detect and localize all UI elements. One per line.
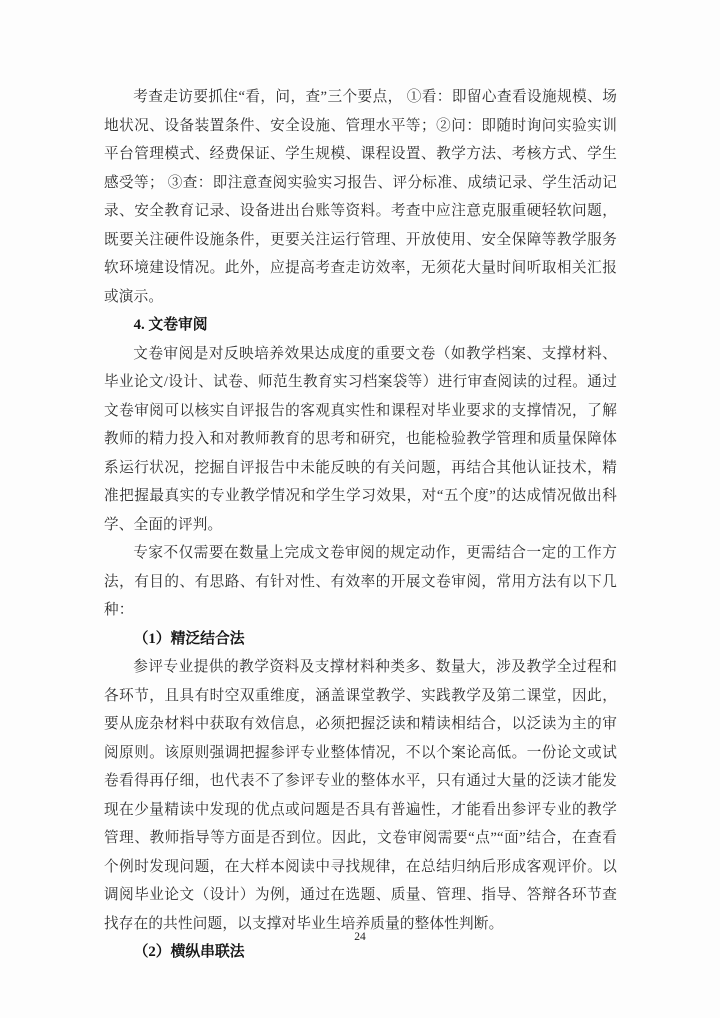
page-number: 24 (354, 931, 366, 943)
page-content (104, 83, 617, 967)
paragraph-method-1-detail: 参评专业提供的教学资料及支撑材料种类多、数量大，涉及教学全过程和各环节，且具有时空双重维度，涵盖课堂教学、实践教学及第二课堂，因此，要从庞杂材料中获取有效信息，必须把握泛读和精读相结合，以泛读为主的审阅原则。该原则强调把握参评专业整体情况，不以个案论高低。一份论文或试卷看得再仔细，也代表不了参评专业的整体水平，只有通过大量的泛读才能发现在少量精读中发现的优点或问题是否具有普遍性，才能看出参评专业的教学管理、教师指导等方面是否到位。因此，文卷审阅需要“点”“面”结合，在查看个例时发现问题，在大样本阅读中寻找规律，在总结归纳后形成客观评价。以调阅毕业论文（设计）为例，通过在选题、质量、管理、指导、答辩各环节查找存在的共性问题，以支撑对毕业生培养质量的整体性判断。 (104, 659, 617, 932)
heading-method-2-horizontal-vertical: （2）横纵串联法 (133, 944, 245, 960)
paragraph-document-review-intro: 文卷审阅是对反映培养效果达成度的重要文卷（如教学档案、支撑材料、毕业论文/设计、试卷、师范生教育实习档案袋等）进行审查阅读的过程。通过文卷审阅可以核实自评报告的客观真实性和课程对毕业要求的支撑情况，了解教师的精力投入和对教师教育的思考和研究，也能检验教学管理和质量保障体系运行状况，挖掘自评报告中未能反映的有关问题，再结合其他认证技术，精准把握最真实的专业教学情况和学生学习效果，对“五个度”的达成情况做出科学、全面的评判。 (104, 345, 617, 533)
heading-document-review: 4. 文卷审阅 (133, 317, 208, 333)
paragraph-expert-work-methods: 专家不仅需要在数量上完成文卷审阅的规定动作，更需结合一定的工作方法，有目的、有思路、有针对性、有效率的开展文卷审阅，常用方法有以下几种： (104, 545, 617, 618)
heading-method-1-intensive-extensive: （1）精泛结合法 (133, 630, 245, 647)
paragraph-inspection-visit-points: 考查走访要抓住“看，问，查”三个要点， ①看：即留心查看设施规模、场地状况、设备装置条件、安全设施、管理水平等；②问：即随时询问实验实训平台管理模式、经费保证、学生规模、课程设置、教学方法、考核方式、学生感受等； ③查：即注意查阅实验实习报告、评分标准、成绩记录、学生活动记录、安全教育记录、设备进出台账等资料。考查中应注意克服重硬轻软问题，既要关注硬件设施条件，更要关注运行管理、开放使用、安全保障等教学服务软环境建设情况。此外，应提高考查走访效率，无须花大量时间听取相关汇报或演示。 (104, 89, 617, 305)
